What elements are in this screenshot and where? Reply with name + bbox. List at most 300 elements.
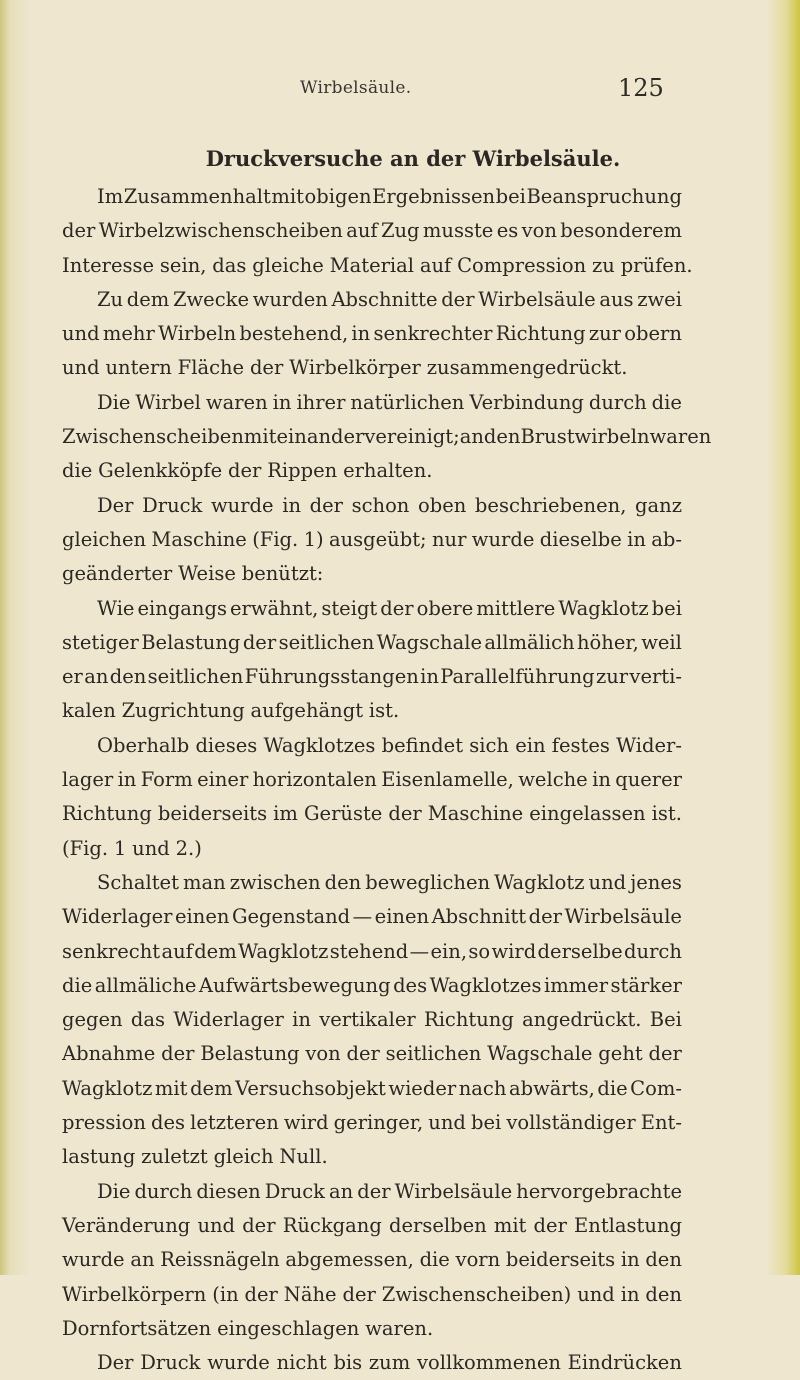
word: in <box>620 1282 640 1306</box>
word: (Fig. <box>252 527 299 551</box>
text-line <box>62 866 682 900</box>
word: in <box>420 665 439 689</box>
word: und <box>62 322 100 346</box>
word: sich <box>469 733 509 757</box>
word: wurde <box>207 1351 270 1375</box>
word: durch <box>624 939 682 963</box>
word: Druck <box>142 493 203 517</box>
word: wieder <box>388 1076 457 1100</box>
word: in <box>620 1248 640 1272</box>
word: an <box>459 425 484 449</box>
text-line <box>62 900 682 934</box>
text-line <box>62 626 682 660</box>
word: nur <box>431 527 467 551</box>
word: Wagschale <box>376 630 483 654</box>
word: Gegenstand <box>231 905 351 929</box>
word: aufgehängt <box>250 699 364 723</box>
word: Bei <box>649 1008 682 1032</box>
word: an <box>84 665 109 689</box>
word: geht <box>598 1042 643 1066</box>
word: vollkommenen <box>416 1351 561 1375</box>
word: ein <box>515 733 546 757</box>
word: Wagklotz <box>558 596 649 620</box>
word: lager <box>62 768 114 792</box>
word: Rippen <box>267 459 338 483</box>
word: Richtung <box>424 1008 514 1032</box>
word: natürlichen <box>350 390 465 414</box>
word: 1) <box>303 527 324 551</box>
word: ein, <box>430 939 468 963</box>
section-heading: Druckversuche an der Wirbelsäule. <box>205 146 621 171</box>
word: in <box>592 768 611 792</box>
word: Veränderung <box>62 1213 191 1237</box>
word: zu <box>592 253 615 277</box>
word: zuletzt <box>141 1145 208 1169</box>
word: den <box>645 1248 682 1272</box>
word: Brustwirbeln <box>520 425 650 449</box>
word: Maschine <box>151 527 247 551</box>
word: Zusammenhalt <box>123 185 271 208</box>
word: wird <box>283 1111 329 1135</box>
word: so <box>468 939 491 963</box>
word: Richtung <box>62 802 152 826</box>
word: kalen <box>62 699 116 723</box>
word: Zug <box>380 219 420 243</box>
word: Eisenlamelle, <box>381 768 514 792</box>
word: dieselbe <box>539 527 622 551</box>
word: verti- <box>629 665 682 689</box>
word: Belastung <box>141 630 241 654</box>
word: und <box>197 1213 236 1237</box>
word: oben <box>417 493 467 517</box>
word: Zu <box>97 287 124 311</box>
word: benützt: <box>241 562 324 586</box>
word: Entlastung <box>574 1213 682 1237</box>
word: Richtung <box>495 322 586 346</box>
word: der <box>62 219 96 243</box>
word: querer <box>615 768 682 792</box>
text-line <box>62 592 682 626</box>
word: Widerlager <box>62 905 173 929</box>
word: bestehend, <box>239 322 349 346</box>
word: stehend <box>329 939 409 963</box>
word: wurde <box>471 527 535 551</box>
word: Wirbelsäule <box>564 905 682 929</box>
word: in <box>351 322 371 346</box>
word: ab- <box>651 527 682 551</box>
word: vollständiger <box>506 1111 636 1135</box>
word: seitlichen <box>147 665 244 689</box>
word: Compression <box>457 253 587 277</box>
word: Ent- <box>640 1111 682 1135</box>
word: Druck <box>264 1179 325 1203</box>
text-line <box>62 523 682 557</box>
word: zwei <box>637 287 682 311</box>
word: abwärts, <box>508 1076 595 1100</box>
word: die <box>419 1248 450 1272</box>
word: wurden <box>252 287 328 311</box>
word: — <box>409 939 430 963</box>
word: Fläche <box>177 356 245 380</box>
word: Null. <box>279 1145 328 1169</box>
running-title: Wirbelsäule. <box>300 78 412 98</box>
word: Aufwärtsbewegung <box>198 973 391 997</box>
word: steigt <box>321 596 378 620</box>
word: Wie <box>97 596 135 620</box>
text-line <box>62 386 682 420</box>
word: Dornfortsätzen <box>62 1316 212 1340</box>
word: lastung <box>62 1145 136 1169</box>
word: horizontalen <box>252 768 377 792</box>
text-line <box>62 1278 682 1312</box>
word: mit <box>154 1076 188 1100</box>
word: Zugrichtung <box>121 699 245 723</box>
word: es <box>496 219 519 243</box>
page-number: 125 <box>618 74 664 102</box>
word: höher, <box>577 630 639 654</box>
word: abgemessen, <box>285 1248 414 1272</box>
word: besonderem <box>560 219 682 243</box>
word: durch <box>588 390 647 414</box>
word: Abschnitte <box>331 287 438 311</box>
word: mittlere <box>476 596 556 620</box>
word: der <box>357 1179 391 1203</box>
word: Führungsstangen <box>244 665 419 689</box>
word: den <box>324 870 362 894</box>
word: Wagschale <box>487 1042 593 1066</box>
word: nach <box>458 1076 507 1100</box>
word: Im <box>97 185 124 208</box>
word: wurde <box>210 493 274 517</box>
word: den <box>483 425 521 449</box>
word: immer <box>543 973 609 997</box>
word: allmäliche <box>94 973 197 997</box>
word: und <box>577 1282 615 1306</box>
word: Wagklotz <box>62 1076 153 1100</box>
word: der <box>249 356 284 380</box>
word: Form <box>140 768 193 792</box>
word: Wirbelzwischenscheiben <box>98 219 343 243</box>
word: von <box>305 1042 341 1066</box>
word: Gelenkköpfe <box>98 459 223 483</box>
word: in <box>627 527 646 551</box>
running-head <box>0 74 800 104</box>
word: Wirbelkörper <box>289 356 421 380</box>
text-line <box>62 1037 682 1071</box>
word: zur <box>588 322 621 346</box>
word: vereinigt; <box>364 425 460 449</box>
word: erhalten. <box>343 459 433 483</box>
word: Interesse <box>62 253 155 277</box>
word: festes <box>551 733 610 757</box>
word: Die <box>97 390 131 414</box>
word: obern <box>624 322 682 346</box>
word: der <box>346 1042 380 1066</box>
word: der <box>533 1213 567 1237</box>
text-line <box>62 1175 682 1209</box>
word: Abnahme <box>62 1042 156 1066</box>
word: einer <box>197 768 249 792</box>
word: hervorgebrachte <box>516 1179 682 1203</box>
word: derselben <box>388 1213 487 1237</box>
text-line <box>62 763 682 797</box>
text-line <box>62 832 682 866</box>
word: Wider- <box>616 733 682 757</box>
text-line <box>62 180 682 214</box>
word: das <box>212 253 247 277</box>
word: Nähe <box>283 1282 337 1306</box>
word: des <box>393 973 428 997</box>
word: an <box>329 1179 354 1203</box>
word: bei <box>495 185 526 208</box>
word: zwischen <box>229 870 321 894</box>
word: allmälich <box>484 630 575 654</box>
word: seitlichen <box>385 1042 482 1066</box>
word: sein, <box>159 253 207 277</box>
word: durch <box>134 1179 193 1203</box>
word: bis <box>333 1351 363 1375</box>
word: dem <box>190 1076 233 1100</box>
text-line <box>62 557 682 591</box>
word: auf <box>419 253 452 277</box>
word: stärker <box>610 973 682 997</box>
word: beiderseits <box>505 1248 616 1272</box>
word: der <box>228 459 262 483</box>
text-line <box>62 317 682 351</box>
word: dem <box>194 939 237 963</box>
text-line <box>62 489 682 523</box>
word: einen <box>175 905 230 929</box>
word: in <box>117 768 137 792</box>
text-line <box>62 1346 682 1380</box>
word: gleiche <box>252 253 324 277</box>
word: eingeschlagen <box>217 1316 360 1340</box>
word: Wagklotz <box>494 870 585 894</box>
word: des <box>150 1111 186 1135</box>
word: Reissnägeln <box>160 1248 280 1272</box>
word: in <box>272 390 292 414</box>
text-line <box>62 1003 682 1037</box>
word: gegen <box>62 1008 123 1032</box>
word: jenes <box>630 870 682 894</box>
word: zusammengedrückt. <box>426 356 628 380</box>
word: Gerüste <box>303 802 383 826</box>
word: einen <box>374 905 430 929</box>
word: dieses <box>195 733 258 757</box>
word: untern <box>105 356 172 380</box>
word: der <box>244 1282 278 1306</box>
word: waren <box>205 390 268 414</box>
word: waren. <box>365 1316 434 1340</box>
word: Wirbelkörpern <box>62 1282 207 1306</box>
word: seitlichen <box>278 630 375 654</box>
text-line <box>62 454 682 488</box>
word: angedrückt. <box>522 1008 642 1032</box>
word: gleich <box>213 1145 274 1169</box>
word: bei <box>651 596 682 620</box>
word: 1 <box>113 836 127 860</box>
text-line <box>62 351 682 385</box>
word: Wagklotzes <box>429 973 542 997</box>
text-line <box>62 1243 682 1277</box>
word: musste <box>422 219 494 243</box>
word: senkrechter <box>373 322 493 346</box>
word: derselbe <box>537 939 623 963</box>
word: pression <box>62 1111 146 1135</box>
text-line <box>62 694 682 728</box>
word: der <box>388 802 422 826</box>
word: schon <box>351 493 410 517</box>
word: dem <box>126 287 170 311</box>
word: mit <box>271 185 304 208</box>
word: Widerlager <box>173 1008 284 1032</box>
word: und <box>132 836 170 860</box>
word: und <box>588 870 627 894</box>
word: von <box>521 219 557 243</box>
word: obigen <box>304 185 372 208</box>
word: die <box>62 973 93 997</box>
word: stetiger <box>62 630 139 654</box>
word: Zwecke <box>172 287 249 311</box>
word: zum <box>368 1351 411 1375</box>
word: ist. <box>368 699 400 723</box>
word: ausgeübt; <box>328 527 427 551</box>
word: erwähnt, <box>229 596 319 620</box>
word: Zwischenscheiben <box>62 425 244 449</box>
text-line <box>62 1140 682 1174</box>
word: Wagklotzes <box>263 733 376 757</box>
word: senkrecht <box>62 939 161 963</box>
word: auf <box>346 219 378 243</box>
word: der <box>528 905 562 929</box>
word: ihrer <box>296 390 346 414</box>
word: Wirbel <box>135 390 201 414</box>
text-line <box>62 1072 682 1106</box>
word: auf <box>161 939 193 963</box>
word: das <box>130 1008 166 1032</box>
word: bei <box>470 1111 502 1135</box>
word: Rückgang <box>282 1213 382 1237</box>
word: beschriebenen, <box>474 493 627 517</box>
word: (Fig. <box>62 836 109 860</box>
word: geringer, <box>333 1111 424 1135</box>
word: Die <box>97 1179 131 1203</box>
word: der <box>342 1282 376 1306</box>
word: er <box>62 665 83 689</box>
word: wird <box>491 939 537 963</box>
word: nicht <box>276 1351 327 1375</box>
word: der <box>242 630 277 654</box>
word: den <box>645 1282 682 1306</box>
text-line <box>62 1209 682 1243</box>
word: wurde <box>62 1248 125 1272</box>
word: Wirbelsäule <box>394 1179 513 1203</box>
word: im <box>273 802 298 826</box>
word: Ergebnissen <box>372 185 496 208</box>
word: waren <box>649 425 712 449</box>
word: beweglichen <box>365 870 491 894</box>
word: Verbindung <box>469 390 584 414</box>
word: Wirbelsäule <box>478 287 596 311</box>
word: geänderter <box>62 562 173 586</box>
word: Zwischenscheiben) <box>381 1282 572 1306</box>
word: zur <box>595 665 629 689</box>
word: man <box>182 870 226 894</box>
word: an <box>130 1248 155 1272</box>
word: letzteren <box>190 1111 279 1135</box>
word: der <box>380 596 414 620</box>
word: die <box>62 459 93 483</box>
word: prüfen. <box>620 253 693 277</box>
word: aus <box>599 287 634 311</box>
word: Material <box>329 253 415 277</box>
text-line <box>62 420 712 454</box>
word: Com- <box>630 1076 682 1100</box>
word: Wirbeln <box>158 322 237 346</box>
word: befindet <box>381 733 464 757</box>
word: der <box>441 287 475 311</box>
word: eingelassen <box>529 802 646 826</box>
word: welche <box>518 768 588 792</box>
word: 2.) <box>175 836 202 860</box>
word: eingangs <box>137 596 227 620</box>
word: weil <box>641 630 682 654</box>
word: Weise <box>178 562 236 586</box>
word: der <box>242 1213 276 1237</box>
word: Wagklotz <box>238 939 329 963</box>
word: Abschnitt <box>431 905 527 929</box>
word: ist. <box>651 802 682 826</box>
word: die <box>597 1076 628 1100</box>
word: gleichen <box>62 527 147 551</box>
word: Parallelführung <box>440 665 595 689</box>
text-line <box>62 935 682 969</box>
word: beiderseits <box>157 802 268 826</box>
word: Schaltet <box>97 870 179 894</box>
word: Der <box>97 1351 134 1375</box>
word: in <box>292 1008 311 1032</box>
word: vertikaler <box>319 1008 416 1032</box>
word: und <box>62 356 100 380</box>
text-line <box>62 214 682 248</box>
word: der <box>161 1042 195 1066</box>
word: Beanspruchung <box>526 185 682 208</box>
word: und <box>428 1111 466 1135</box>
text-line <box>62 1312 682 1346</box>
word: diesen <box>196 1179 261 1203</box>
text-line <box>62 283 682 317</box>
text-line <box>62 1106 682 1140</box>
word: Oberhalb <box>97 733 190 757</box>
word: Der <box>97 493 134 517</box>
word: mit <box>493 1213 527 1237</box>
word: die <box>651 390 682 414</box>
text-line <box>62 797 682 831</box>
word: mehr <box>102 322 155 346</box>
word: (in <box>212 1282 239 1306</box>
word: ganz <box>635 493 682 517</box>
word: Belastung <box>200 1042 300 1066</box>
body-text <box>62 180 712 1380</box>
word: obere <box>416 596 474 620</box>
word: miteinander <box>243 425 365 449</box>
text-line <box>62 729 682 763</box>
word: der <box>309 493 343 517</box>
text-line <box>62 249 693 283</box>
word: Maschine <box>427 802 524 826</box>
word: vorn <box>455 1248 501 1272</box>
word: der <box>648 1042 682 1066</box>
